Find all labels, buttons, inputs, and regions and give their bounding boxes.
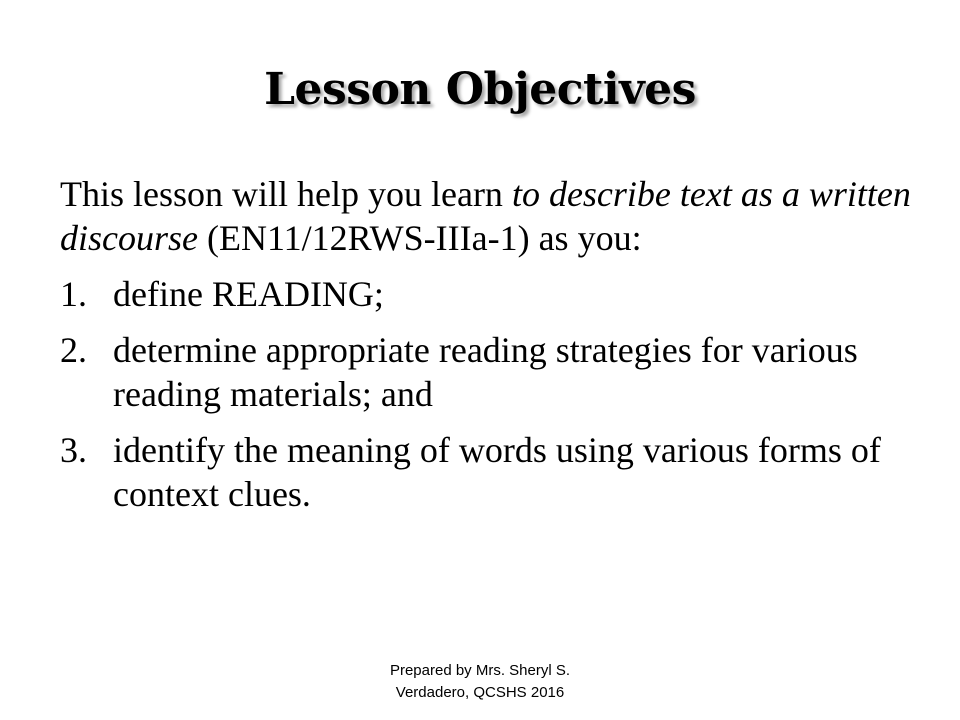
objective-number: 1. [60, 274, 87, 314]
objective-number: 2. [60, 330, 87, 370]
slide-body [60, 172, 920, 528]
objective-text: define READING; [113, 274, 384, 314]
intro-lead: This lesson will help you learn [60, 174, 512, 214]
objective-item-3 [60, 428, 920, 516]
objective-item-2 [60, 328, 920, 416]
intro-tail: (EN11/12RWS-IIIa-1) as you: [198, 218, 642, 258]
objective-text: determine appropriate reading strategies for various reading materials; and [113, 330, 858, 414]
intro-paragraph [60, 172, 920, 260]
slide-title: Lesson Objectives [264, 64, 696, 115]
slide-footer [350, 660, 610, 704]
objectives-list [60, 272, 920, 516]
objective-item-1 [60, 272, 920, 316]
objective-number: 3. [60, 430, 87, 470]
objective-text: identify the meaning of words using various forms of context clues. [113, 430, 881, 514]
footer-line-1: Prepared by Mrs. Sheryl S. [389, 662, 571, 679]
intro-emphasis: to describe text as a written discourse [60, 174, 911, 258]
footer-line-2: Verdadero, QCSHS 2016 [395, 684, 565, 701]
